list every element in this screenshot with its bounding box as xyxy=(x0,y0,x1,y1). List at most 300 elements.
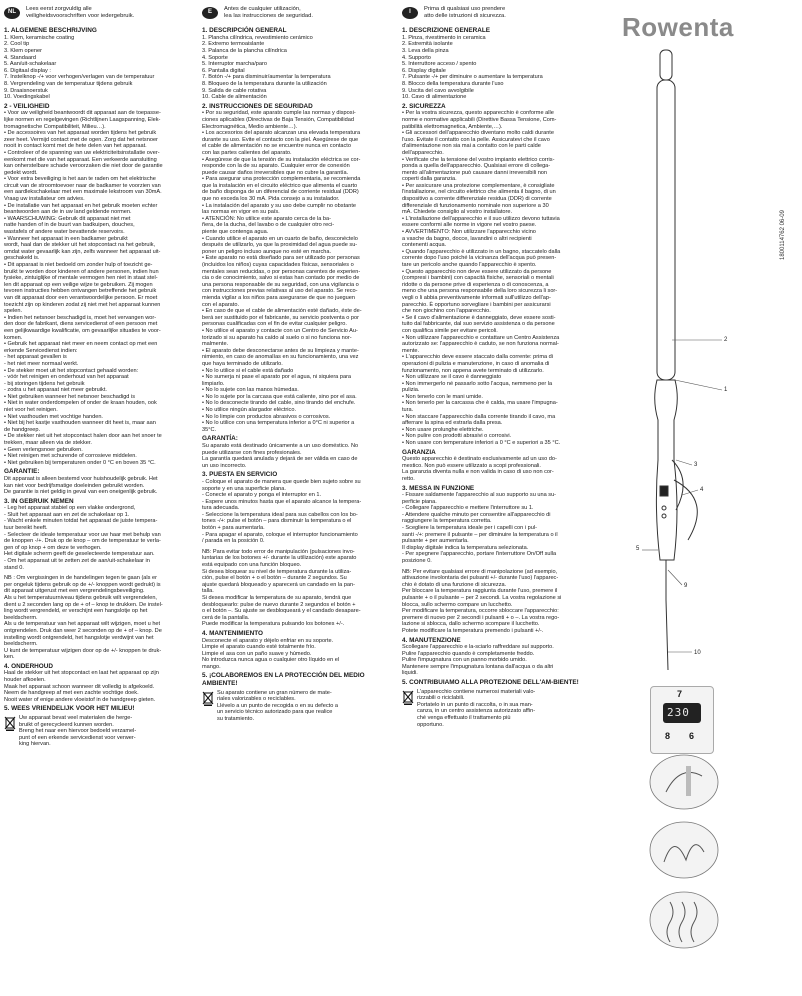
text-line: perficie piana. xyxy=(402,498,437,505)
text-line: vegli o li abbia preventivamente informati sull'utilizzo dell'ap- xyxy=(402,294,551,301)
text-line: opportuno. xyxy=(417,721,444,728)
text-line: cerá de la pantalla. xyxy=(202,614,250,621)
text-line: ken. xyxy=(4,654,15,661)
text-line: • L'apparecchio deve essere staccato dalla corrente: prima di xyxy=(402,354,554,361)
text-line: Limpie el asa con un paño suave y húmedo. xyxy=(202,650,312,657)
text-line: Pulire l'apparecchio quando è completamente freddo. xyxy=(402,650,535,657)
display-detail-panel xyxy=(650,686,714,754)
it-s4-title: 4. MANUTENZIONE xyxy=(402,636,461,644)
text-line: 5. Interruttore acceso / spento xyxy=(402,61,477,68)
text-line: 4. Soporte xyxy=(202,54,228,61)
usage-illustrations xyxy=(646,752,726,992)
text-line: 10. Cavo di alimentazione xyxy=(402,94,467,101)
text-line: el cable de alimentación no se encuentre nunca en contacto xyxy=(202,143,351,150)
text-line: • No sumerja ni pase el aparato por el agua, ni siquiera para xyxy=(202,374,352,381)
text-line: • Controleer of de spanning van uw elektriciteitsinstallatie over- xyxy=(4,149,160,156)
text-line: las normas en vigor en su país. xyxy=(202,209,280,216)
text-line: Desconecte el aparato y déjelo enfriar en su soporte. xyxy=(202,637,334,644)
text-line: tones -/+: pulse el botón – para disminuir la temperatura o el xyxy=(202,518,352,525)
text-line: - Espere unos minutos hasta que el aparato alcance la tempera- xyxy=(202,498,362,505)
text-line: ción, pulse el botón + o el botón – durante 2 segundos. Su xyxy=(202,575,347,582)
text-line: a vasche da bagno, docce, lavandini o altri recipienti xyxy=(402,235,532,242)
text-line: Puede modificar la temperatura pulsando los botones +/-. xyxy=(202,621,345,628)
callout-9: 9 xyxy=(684,583,688,589)
text-line: piente que contenga agua. xyxy=(202,229,269,236)
text-line: Mantenere sempre l'impugnatura lontana dall'acqua o da altri xyxy=(402,663,554,670)
es-guarantee-title: GARANTÍA: xyxy=(202,435,238,443)
text-line: Scollegare l'apparecchio e la-sciarlo raffreddare sul supporto. xyxy=(402,644,554,651)
text-line: patibilità elettromagnetica, Ambiente,…). xyxy=(402,123,503,130)
text-line: 9. Salida de cable rotativa xyxy=(202,87,267,94)
es-eco-block xyxy=(202,690,398,723)
iron-sketch xyxy=(686,766,691,796)
text-line: blocca, sullo schermo compare un lucchetto. xyxy=(402,601,513,608)
text-line: pulsante + o il pulsante – per 2 secondi. La vostra regolazione si xyxy=(402,595,562,601)
text-line: • Questo apparecchio non deve essere utilizzato da persone xyxy=(402,268,552,275)
text-line: malmente. xyxy=(202,341,229,348)
text-line: parecchio. È opportuno sorvegliare i bambini per assicurarsi xyxy=(402,301,551,308)
text-line: • La instalación del aparato y su uso debe cumplir no obstante xyxy=(202,202,357,209)
text-line: fysieke, zintuiglijke of mentale vermogen hen niet in staat stel- xyxy=(4,275,158,282)
text-line: 3. Palanca de la plancha cilíndrica xyxy=(202,48,287,55)
text-line: 6. Pantalla digital xyxy=(202,67,245,74)
text-line: • AVVERTIMENTO: Non utilizzare l'apparecchio vicino xyxy=(402,229,536,236)
text-line: mA. Chiedete consiglio al vostro installatore. xyxy=(402,209,513,216)
text-line: Il display digitale indica la temperatura selezionata. xyxy=(402,544,529,551)
text-line: • Non tenerlo per la carcassa che è calda, ma usare l'impugna- xyxy=(402,400,558,407)
text-line: Per bloccare la temperatura raggiunta durante l'uso, premere il xyxy=(402,588,558,595)
text-line: • Gebruik het apparaat niet meer en neem contact op met een xyxy=(4,341,158,348)
text-line: kan onherstelbare schade veroorzaken die niet door de garantie xyxy=(4,163,163,170)
text-line: beeldscherm. xyxy=(4,641,38,648)
text-line: • No utilice el aparato y contacte con un Centro de Servicio Au- xyxy=(202,327,358,334)
text-line: operazioni di pulizia e manutenzione, in caso di anomalia di xyxy=(402,360,550,367)
text-line: • De installatie van het apparaat en het gebruik moeten echter xyxy=(4,202,158,209)
text-line: den door de fabrikant, diens servicedienst of een persoon met xyxy=(4,321,158,328)
text-line: NB : Om vergissingen in de handelingen tegen te gaan (als er xyxy=(4,575,157,582)
it-s5-body xyxy=(417,689,535,729)
text-line: tuur bereikt heeft. xyxy=(4,525,48,532)
es-s5-body xyxy=(217,690,338,723)
text-line: ché venga effettuato il trattamento più xyxy=(417,715,511,721)
text-line: • Los accesorios del aparato alcanzan una elevada temperatura xyxy=(202,130,361,137)
handle-shape xyxy=(655,380,678,560)
text-line: 7. Pulsante -/+ per diminuire o aumentare la temperatura xyxy=(402,74,543,81)
text-line: lazione si sblocca, dallo schermo scompare il lucchetto. xyxy=(402,621,540,628)
text-line: tura. xyxy=(402,407,414,414)
text-line: 10. Cable de alimentación xyxy=(202,94,267,101)
text-line: mango. xyxy=(202,663,221,670)
text-line: • No lo limpie con productos abrasivos o corrosivos. xyxy=(202,413,331,420)
text-line: 5. Interruptor marcha/paro xyxy=(202,61,267,68)
text-line: • Voor extra beveiliging is het aan te raden om het elektrische xyxy=(4,176,156,183)
cool-tip-shape xyxy=(660,50,672,80)
text-line: durante su uso. Evite el contacto con la piel. Asegúrese de que xyxy=(202,136,359,143)
text-line: NB: Para evitar todo error de manipulación (pulsaciones invo- xyxy=(202,548,355,555)
text-line: canza, in un centro assistenza autorizzato affin- xyxy=(417,708,536,715)
barrel-shape xyxy=(657,80,675,380)
text-line: van dit apparaat door een verantwoordelijke persoon. Er moet xyxy=(4,294,158,301)
text-line: 1. Klem, keramische coating xyxy=(4,34,75,41)
text-line: 7. Botón -/+ para disminuir/aumentar la temperatura xyxy=(202,74,331,81)
text-line: mentales sean reducidas, o por personas carentes de experien- xyxy=(202,268,361,275)
it-header-line: Prima di qualsiasi uso prendere xyxy=(424,6,506,12)
nl-header-line: Lees eerst zorgvuldig alle xyxy=(26,6,92,12)
text-line: luntarias de los botones +/- durante la utilización) este aparato xyxy=(202,555,357,562)
crossed-bin-icon xyxy=(202,690,214,706)
text-line: - Per spegnere l'apparecchio, portare l'interruttore On/Off sulla xyxy=(402,551,557,558)
text-line: mente. xyxy=(402,347,420,354)
text-line: • Verificate che la tensione del vostro impianto elettrico corris- xyxy=(402,156,555,163)
es-s1-list xyxy=(202,35,398,101)
nl-s5-body xyxy=(19,715,136,748)
it-guarantee-title: GARANZIA xyxy=(402,448,436,456)
text-line: meno che una persona responsabile della loro sicurezza li sor- xyxy=(402,288,558,295)
button-shape xyxy=(662,514,666,518)
callout-4: 4 xyxy=(700,487,704,493)
text-line: No introduzca nunca agua o cualquier otro líquido en el xyxy=(202,657,340,664)
text-line: Maak het apparaat schoon wanneer dit volledig is afgekoeld. xyxy=(4,683,155,690)
nl-eco-block xyxy=(4,715,196,748)
nl-header-line: veiligheidsvoorschriften voor iedergebruik. xyxy=(26,12,135,19)
text-line: - bij storingen tijdens het gebruik xyxy=(4,380,85,387)
text-line: spelen. xyxy=(4,308,23,315)
text-line: beantwoorden aan de in uw land geldende normen. xyxy=(4,209,132,216)
text-line: tura adecuada. xyxy=(202,505,240,512)
text-line: king hiervan. xyxy=(19,741,51,748)
text-line: (incluidos los niños) cuyas capacidades físicas, sensoriales o xyxy=(202,262,354,268)
text-line: • Quando l'apparecchio è utilizzato in un bagno, staccatelo dalla xyxy=(402,248,561,255)
text-line: geschakeld is. xyxy=(4,255,40,262)
text-line: • No lo sujete por la carcasa que está caliente, sino por el asa. xyxy=(202,393,357,400)
text-line: - Para apagar el aparato, coloque el interruptor funcionamiento xyxy=(202,531,358,538)
text-line: 2. Extremo termoaislante xyxy=(202,41,265,48)
it-guarantee-body xyxy=(402,456,598,482)
callout-1: 1 xyxy=(724,387,728,393)
text-line: contenenti acqua. xyxy=(402,242,447,249)
text-line: • WAARSCHUWING: Gebruik dit apparaat niet met xyxy=(4,215,131,222)
nl-language-badge: NL xyxy=(4,7,20,19)
text-line: • Niet in water onderdompelen of onder de kraan houden, ook xyxy=(4,400,157,407)
text-line: - Selecteer de ideale temperatuur voor uw haar met behulp van xyxy=(4,531,161,538)
it-s2-title: 2. SICUREZZA xyxy=(402,102,446,110)
text-line: autorizzato se: l'apparecchio è caduto, se non funziona normal- xyxy=(402,341,559,348)
text-line: l'uso. Evitate il contatto con la pelle. Assicuratevi che il cavo xyxy=(402,136,550,143)
text-line: • Geen verlengsnoer gebruiken. xyxy=(4,446,83,453)
text-line: attivazione involontaria dei pulsanti +/- durante l'uso) l'apparec- xyxy=(402,575,559,582)
es-s5-title: 5. ¡COLABOREMOS EN LA PROTECCIÓN DEL MEDIO AMBIENTE! xyxy=(202,672,365,688)
text-line: Haal de stekker uit het stopcontact en laat het apparaat op zijn xyxy=(4,670,159,677)
leader-line xyxy=(668,570,682,585)
text-line: premere di nuovo per 2 secondi i pulsanti + o –. La vostra rego- xyxy=(402,614,560,621)
label-7: 7 xyxy=(677,689,683,699)
text-line: • Por su seguridad, este aparato cumple las normas y disposi- xyxy=(202,110,356,117)
nl-s3-body xyxy=(4,505,196,661)
text-line: • De stekker moet uit het stopcontact gehaald worden: xyxy=(4,367,139,374)
text-line: - zodra u het apparaat niet meer gebruikt. xyxy=(4,387,107,394)
text-line: trekken, maar alleen via de stekker. xyxy=(4,440,92,447)
text-line: (compresi i bambini) con capacità fisiche, sensoriali o mentali xyxy=(402,275,554,282)
it-s5-title: 5. CONTRIBUIAMO ALLA PROTEZIONE DELL'AM-BIENTE! xyxy=(402,679,579,687)
text-line: - het niet meer normaal werkt. xyxy=(4,360,79,367)
display-reading: 230 xyxy=(667,706,690,719)
text-line: afferrare la spina ed estrarla dalla presa. xyxy=(402,420,503,427)
text-line: 8. Bloqueo de la temperatura durante la utilización xyxy=(202,81,327,88)
text-line: 8. Blocco della temperatura durante l'uso xyxy=(402,81,504,88)
text-line: • Cuando utilice el aparato en un cuarto de baño, desconéctelo xyxy=(202,235,358,242)
text-line: - Seleccione la temperatura ideal para sus cabellos con los bo- xyxy=(202,511,358,518)
column-es xyxy=(202,6,398,723)
text-line: een aardlekschakelaar met een maximale lekstroom van 30mA. xyxy=(4,189,162,196)
text-line: torizado si su aparato ha caído al suelo o si no funciona nor- xyxy=(202,334,352,341)
text-line: con instrucciones previas relativas al uso del aparato. Se reco- xyxy=(202,288,358,295)
text-line: • Non utilizzare se il cavo è danneggiato xyxy=(402,374,502,381)
text-line: limpiarlo. xyxy=(202,380,225,387)
text-line: mento all'alimentazione può causare danni irreversibili non xyxy=(402,169,548,176)
nl-s2-body xyxy=(4,110,196,466)
text-line: riales valorizables o reciclables. xyxy=(217,696,296,703)
device-drawing xyxy=(655,50,698,670)
leader-line xyxy=(682,490,698,495)
text-line: dient u 2 seconden lang op de + of – knop te drukken. De instel- xyxy=(4,601,163,608)
text-line: stand 0. xyxy=(4,564,24,571)
nl-guarantee-body xyxy=(4,476,196,496)
text-line: d'alimentazione non sia mai a contatto con le parti calde xyxy=(402,143,541,150)
text-line: wastafels of andere water bevattende reservoirs. xyxy=(4,229,125,236)
text-line: puede utilizarse con fines profesionales. xyxy=(202,449,302,456)
callout-5: 5 xyxy=(636,546,640,552)
text-line: posizione 0. xyxy=(402,558,432,565)
text-line: natte handen of in de buurt van badkuipen, douches, xyxy=(4,222,135,229)
text-line: con las partes calientes del aparato. xyxy=(202,149,292,156)
text-line: pulizia. xyxy=(402,387,420,394)
text-line: puede causar daños irreversibles que no cubre la garantía. xyxy=(202,169,349,176)
es-guarantee-body xyxy=(202,443,398,469)
text-line: Si desea bloquear su nivel de temperatura durante la utiliza- xyxy=(202,568,352,575)
text-line: 3. Leva della pinza xyxy=(402,48,449,55)
text-line: Nooit water of enige andere vloeistof in de handgreep gieten. xyxy=(4,696,156,703)
text-line: de knoppen -/+. Druk op de knop – om de temperatuur te verla- xyxy=(4,538,161,545)
text-line: / parada en la posición 0. xyxy=(202,538,265,545)
text-line: zeer heet. Vermijd contact met de ogen. Zorg dat het netsnoer xyxy=(4,136,158,143)
text-line: • Niet reinigen met schurende of corrosieve middelen. xyxy=(4,453,137,460)
text-line: corrente dopo l'uso poiché la vicinanza dell'acqua può presen- xyxy=(402,255,557,262)
text-line: essere conformi alle norme in vigore nel vostro paese. xyxy=(402,222,537,229)
nl-s4-title: 4. ONDERHOUD xyxy=(4,662,54,670)
text-line: dell'apparecchio. xyxy=(402,149,444,156)
text-line: • No lo desconecte tirando del cable, sino tirando del enchufe. xyxy=(202,400,356,407)
text-line: tuito dal fabbricante, dal suo servizio assistenza o da persone xyxy=(402,321,555,328)
text-line: Uw apparaat bevat veel materialen die herge- xyxy=(19,715,133,721)
text-line: punt of een erkende servicedienst voor verwer- xyxy=(19,734,136,741)
callout-10: 10 xyxy=(694,650,701,656)
text-line: o el botón –. Su ajuste se desbloqueará y el candado desapare- xyxy=(202,608,361,615)
text-line: De garantie is niet geldig in geval van een oneigenlijk gebruik. xyxy=(4,489,158,496)
nl-guarantee-title: GARANTIE: xyxy=(4,468,40,476)
leader-line xyxy=(675,380,722,390)
power-cord-shape xyxy=(666,560,668,670)
text-line: wordt, haal dan de stekker uit het stopcontact na het gebruik, xyxy=(4,242,156,249)
es-header-line: lea las instrucciones de seguridad. xyxy=(224,12,313,19)
it-s4-body xyxy=(402,644,598,677)
text-line: berá ser sustituido por el fabricante, su servicio postventa o por xyxy=(202,314,360,321)
es-s3-title: 3. PUESTA EN SERVICIO xyxy=(202,471,278,479)
text-line: bruikt of gerecycleerd kunnen worden. xyxy=(19,721,114,728)
illustration-oval-1 xyxy=(650,755,718,809)
text-line: - Scegliere la temperatura ideale per i capelli con i pul- xyxy=(402,525,537,532)
es-s3-body xyxy=(202,479,398,628)
text-line: che non giochino con l'apparecchio. xyxy=(402,308,491,315)
text-line: gedekt wordt. xyxy=(4,169,38,176)
text-line: komen. xyxy=(4,334,23,341)
crossed-bin-icon xyxy=(402,689,414,705)
curling-iron-illustration xyxy=(602,40,802,680)
text-line: - Sluit het apparaat aan en zet de schakelaar op 1. xyxy=(4,511,130,518)
text-line: • Asegúrese de que la tensión de su instalación eléctrica se cor- xyxy=(202,156,361,163)
text-line: NB: Per evitare qualsiasi errore di manipolazione (ad esempio, xyxy=(402,568,558,575)
text-line: Potete modificare la temperatura premendo i pulsanti +/-. xyxy=(402,627,544,634)
text-line: una persona responsable de su seguridad, con una vigilancia o xyxy=(202,281,359,288)
text-line: de handgreep. xyxy=(4,426,41,433)
text-line: kan niet voor bedrijfsmatige doeleinden gebruikt worden. xyxy=(4,482,145,489)
text-line: • Para asegurar una protección complementaria, se recomienda xyxy=(202,176,361,183)
text-line: • Per assicurare una protezione complementare, è consigliate xyxy=(402,182,555,189)
text-line: con el aparato. xyxy=(202,301,240,308)
es-s2-body xyxy=(202,110,398,433)
text-line: mienda vigilar a los niños para asegurarse de que no jueguen xyxy=(202,294,355,301)
text-line: coperti dalla garanzia. xyxy=(402,176,457,183)
text-line: 5. Aan/uit-schakelaar xyxy=(4,61,57,68)
text-line: • Niet gebruiken wanneer het netsnoer beschadigd is xyxy=(4,393,136,400)
text-line: • Non staccare l'apparecchio dalla corrente tirando il cavo, ma xyxy=(402,413,556,420)
text-line: ridotte o da persone prive di esperienza o di conoscenza, a xyxy=(402,281,549,288)
text-line: que la instalación en el circuito eléctrico que alimenta el cuarto xyxy=(202,182,358,189)
es-header-line: Antes de cualquier utilización, xyxy=(224,6,301,12)
it-header-line: atto delle istruzioni di sicurezza. xyxy=(424,12,506,19)
text-line: instelling wordt ontgrendeld, het hangslotje verdwijnt van het xyxy=(4,634,154,641)
text-line: ponda a quella dell'apparecchio. Qualsiasi errore di collega- xyxy=(402,163,551,170)
text-line: - Om het apparaat uit te zetten zet de aan/uit-schakelaar in xyxy=(4,558,150,565)
text-line: - Leg het apparaat stabiel op een vlakke ondergrond, xyxy=(4,505,136,512)
text-line: 1. Plancha cilíndrica, revestimiento cerámico xyxy=(202,34,313,41)
text-line: 2. Cool tip xyxy=(4,41,30,48)
text-line: • Non tenerlo con le mani umide. xyxy=(402,393,483,400)
nl-s5-title: 5. WEES VRIENDELIJK VOOR HET MILIEU! xyxy=(4,705,135,713)
text-line: un servicio técnico autorizado para que realice xyxy=(217,709,333,716)
text-line: • Non utilizzare l'apparecchio e contattare un Centro Assistenza xyxy=(402,334,560,341)
text-line: santi -/+: premere il pulsante – per diminuire la temperatura o il xyxy=(402,531,558,538)
text-line: • No lo utilice con una temperatura inferior a 0°C ni superior a xyxy=(202,420,355,427)
text-line: • Gli accessori dell'apparecchio diventano molto caldi durante xyxy=(402,130,554,137)
it-s3-body xyxy=(402,492,598,634)
text-line: l'installazione, nel circuito elettrico che alimenta il bagno, di un xyxy=(402,189,556,196)
text-line: erkende Servicedienst indien: xyxy=(4,347,78,354)
text-line: • De stekker niet uit het stopcontact halen door aan het snoer te xyxy=(4,433,162,440)
text-line: • No utilice ningún alargador eléctrico. xyxy=(202,407,296,414)
text-line: raggiungere la temperatura corretta. xyxy=(402,518,492,525)
text-line: 8. Vergrendeling van de temperatuur tijdens gebruik xyxy=(4,81,133,88)
text-line: L'apparecchio contiene numerosi materiali valo- xyxy=(417,688,536,695)
text-line: 7. Instelknop -/+ voor verhogen/verlagen van de temperatuur xyxy=(4,74,155,81)
text-line: de baño disponga de un diferencial de corriente residual (DDR) xyxy=(202,189,359,196)
text-line: • Se il cavo d'alimentazione è danneggiato, deve essere sosti- xyxy=(402,314,556,321)
text-line: nooit in contact komt met de hete delen van het apparaat. xyxy=(4,143,147,150)
text-line: Portatelo in un punto di raccolta, o in sua man- xyxy=(417,701,533,708)
text-line: • ATENCIÓN: No utilice este aparato cerca de la ba- xyxy=(202,215,332,222)
es-s1-title: 1. DESCRIPCIÓN GENERAL xyxy=(202,27,287,35)
text-line: • Niet gebruiken bij temperaturen onder 0 °C en boven 35 °C. xyxy=(4,459,156,466)
nl-s1-list xyxy=(4,35,196,101)
text-line: ontgrendelen. Druk dan weer 2 seconden op de + of – knop. De xyxy=(4,627,162,634)
text-line: • Voor uw veiligheid beantwoordt dit apparaat aan de toepasse- xyxy=(4,110,161,117)
callout-3: 3 xyxy=(694,462,698,468)
text-line: omdat water gevaarlijk kan zijn, zelfs wanneer het apparaat uit- xyxy=(4,248,161,255)
text-line: Dit apparaat is alleen bestemd voor huishoudelijk gebruik. Het xyxy=(4,475,158,482)
column-it xyxy=(402,6,598,728)
text-line: beeldscherm. xyxy=(4,614,38,621)
es-header xyxy=(202,6,398,19)
text-line: een gelijkwaardige kwalificatie, om gevaarlijke situaties te voor- xyxy=(4,327,161,334)
text-line: • Niet vasthouden met vochtige handen. xyxy=(4,413,103,420)
text-line: • Este aparato no está diseñado para ser utilizado por personas xyxy=(202,255,360,262)
es-s4-body xyxy=(202,638,398,671)
text-line: botón + para aumentarla. xyxy=(202,525,265,532)
text-line: 4. Standaard xyxy=(4,54,37,61)
text-line: 2. Estremità isolante xyxy=(402,41,453,48)
text-line: cia o de conocimiento, salvo si estas han contado por medio de xyxy=(202,275,360,282)
text-line: toezicht zijn op kinderen zodat zij niet met het apparaat kunnen xyxy=(4,301,161,308)
text-line: differenziale di funzionamento nominale non superiore a 30 xyxy=(402,202,549,209)
text-line: mestico. Non può essere utilizzato a scopi professionali. xyxy=(402,462,541,469)
text-line: su tratamiento. xyxy=(217,715,254,722)
text-line: está equipado con una función bloqueo. xyxy=(202,562,302,569)
text-line: Het digitale scherm geeft de geselecteerde temperatuur aan. xyxy=(4,551,155,558)
text-line: - Conecte el aparato y ponga el interruptor en 1. xyxy=(202,492,322,499)
text-line: responde con la de su aparato. Cualquier error de conexión xyxy=(202,163,350,170)
text-line: rizzabili o riciclabili. xyxy=(417,695,465,702)
nl-s3-title: 3. IN GEBRUIK NEMEN xyxy=(4,497,74,505)
nl-s2-title: 2 - VEILIGHEID xyxy=(4,102,50,110)
it-eco-block xyxy=(402,689,598,729)
text-line: • Dit apparaat is niet bedoeld om zonder hulp of toezicht ge- xyxy=(4,262,153,268)
text-line: • Niet bij het kastje vasthouden wanneer dit heet is, maar aan xyxy=(4,420,156,427)
illustration-oval-2 xyxy=(650,822,718,878)
text-line: 9. Uscita del cavo avvolgibile xyxy=(402,87,474,94)
text-line: Neem de handgreep af met een zachte vochtige doek. xyxy=(4,690,139,697)
text-line: Si desea modificar la temperatura de su aparato, tendrá que xyxy=(202,595,352,601)
text-line: Llévelo a un punto de recogida o en su defecto a xyxy=(217,702,338,709)
it-s1-list xyxy=(402,35,598,101)
it-s1-title: 1. DESCRIZIONE GENERALE xyxy=(402,27,491,35)
text-line: ciones aplicables (Directivas de Baja Tensión, Compatibilidad xyxy=(202,116,354,123)
text-line: 10. Voedingskabel xyxy=(4,94,50,101)
button-shape xyxy=(662,506,666,510)
text-line: Su aparato contiene un gran número de mate- xyxy=(217,689,332,696)
text-line: ñera, de la ducha, del lavabo o de cualquier otro reci- xyxy=(202,222,335,229)
text-line: 9. Draaisnoerstuk xyxy=(4,87,48,94)
text-line: • Per la vostra sicurezza, questo apparecchio è conforme alle xyxy=(402,110,554,117)
text-line: que no exceda los 30 mA. Pida consejo a su instalador. xyxy=(202,196,340,203)
text-line: - vóór het reinigen en onderhoud van het apparaat xyxy=(4,374,129,381)
text-line: U kunt de temperatuur wijzigen door op de +/- knoppen te druk- xyxy=(4,647,162,654)
es-s2-title: 2. INSTRUCCIONES DE SEGURIDAD xyxy=(202,102,313,110)
text-line: • L'installazione dell'apparecchio e il suo utilizzo devono tuttavia xyxy=(402,215,560,222)
text-line: tevoren instructies hebben ontvangen betreffende het gebruik xyxy=(4,288,157,295)
text-line: 6. Digitaal display : xyxy=(4,67,51,74)
text-line: - Attendere qualche minuto per consentire all'apparecchio di xyxy=(402,511,551,518)
text-line: - Fissare saldamente l'apparecchio al suo supporto su una su- xyxy=(402,492,557,499)
text-line: retto. xyxy=(402,475,415,482)
